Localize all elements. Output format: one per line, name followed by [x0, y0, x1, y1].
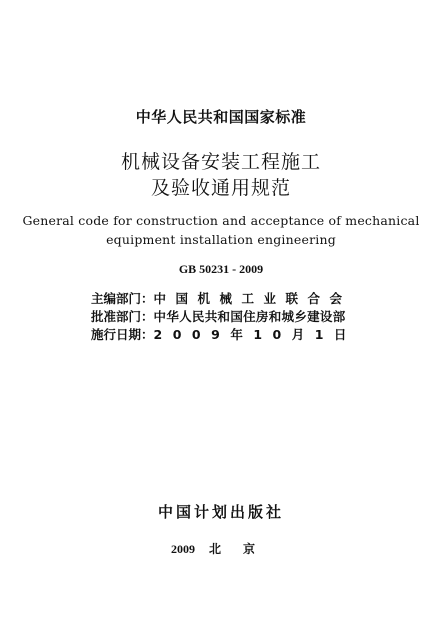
- chief-editor-value: 中国机械工业联合会: [153, 291, 352, 306]
- effective-date-row: [91, 326, 357, 344]
- info-colon: ：: [141, 291, 154, 306]
- info-label: 施行日期: [91, 327, 142, 342]
- approval-value: 中华人民共和国住房和城乡建设部: [153, 309, 346, 324]
- chief-editor-row: [91, 290, 357, 308]
- english-title-line-1: General code for construction and acceptance of mechanical: [22, 213, 420, 228]
- standard-series-heading: 中华人民共和国国家标准: [135, 108, 307, 126]
- english-title-line-2: equipment installation engineering: [106, 232, 336, 247]
- info-label: 批准部门: [91, 309, 142, 324]
- info-colon: ：: [141, 327, 154, 342]
- standard-number: GB 50231 - 2009: [178, 262, 264, 276]
- publication-year-place: [171, 540, 277, 557]
- issuing-info-block: [91, 290, 357, 344]
- chinese-title-line-1: 机械设备安装工程施工: [120, 151, 321, 173]
- publication-year: 2009: [171, 542, 195, 556]
- effective-date-value: 2009年10月1日: [153, 327, 357, 342]
- publisher-name: 中国计划出版社: [157, 503, 284, 521]
- publication-city: 北京: [209, 542, 278, 556]
- approval-row: [91, 308, 357, 326]
- info-label: 主编部门: [91, 291, 142, 306]
- chinese-title-line-2: 及验收通用规范: [150, 177, 291, 199]
- info-colon: ：: [141, 309, 154, 324]
